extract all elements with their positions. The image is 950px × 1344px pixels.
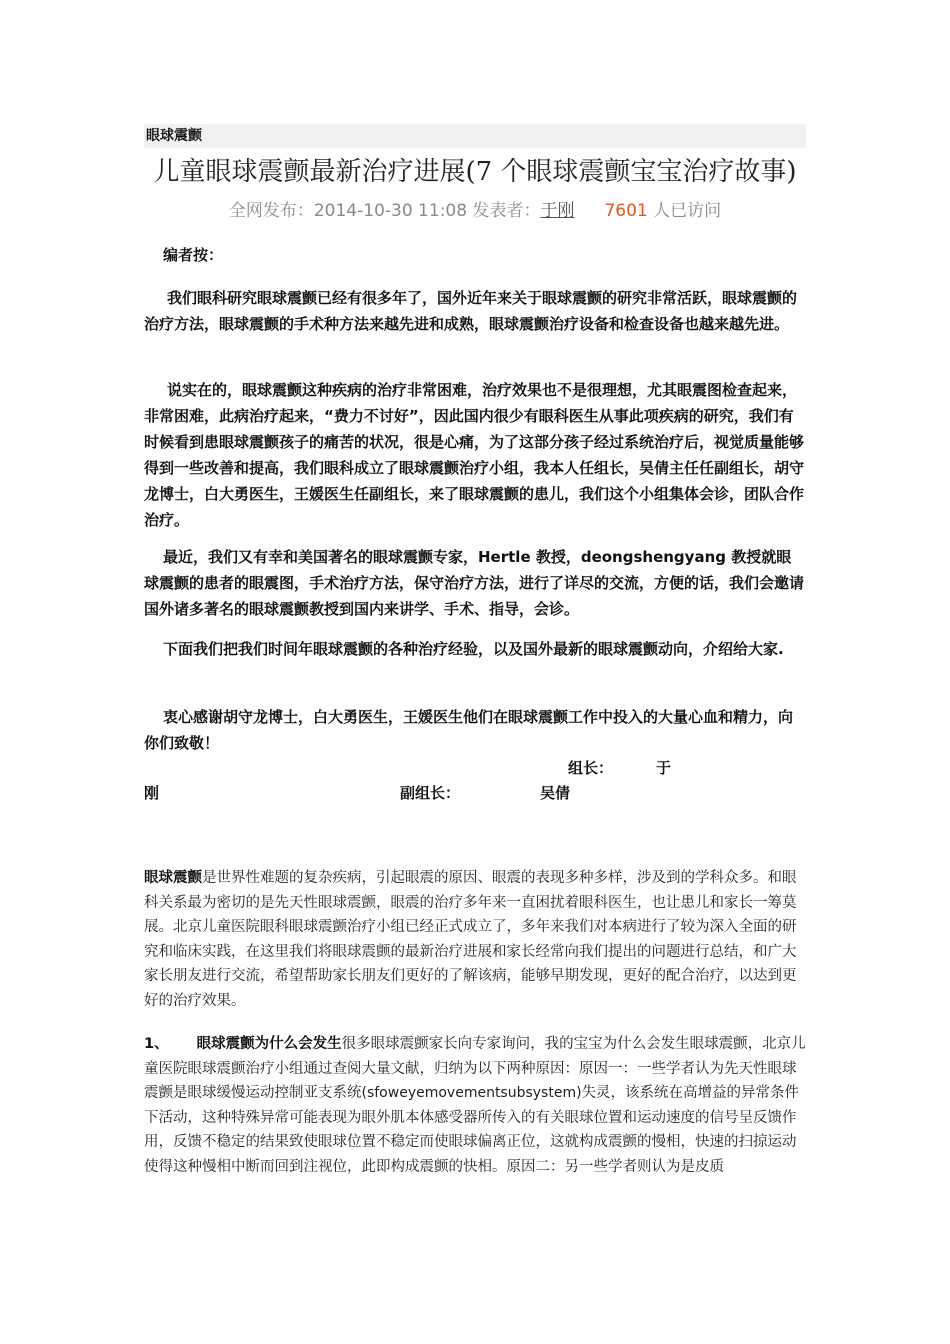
article-meta bbox=[144, 199, 806, 223]
intro-text: 是世界性难题的复杂疾病，引起眼震的原因、眼震的表现多种多样，涉及到的学科众多。和眼科关系最为密切的是先天性眼球震颤，眼震的治疗多年来一直困扰着眼科医生，也让患儿和家长一筹莫展。北京儿童医院眼科眼球震颤治疗小组已经正式成立了，多年来我们对本病进行了较为深入全面的研究和临床实践，在这里我们将眼球震颤的最新治疗进展和家长经常向我们提出的问题进行总结，和广大家长朋友进行交流，希望帮助家长朋友们更好的了解该病，能够早期发现，更好的配合治疗，以达到更好的治疗效果。 bbox=[144, 870, 797, 1009]
editor-note-heading: 编者按： bbox=[163, 246, 224, 264]
deputy-name: 吴倩 bbox=[540, 784, 571, 802]
editor-note-paragraph: 我们眼科研究眼球震颤已经有很多年了，国外近年来关于眼球震颤的研究非常活跃，眼球震颤的治疗方法，眼球震颤的手术种方法来越先进和成熟，眼球震颤治疗设备和检查设备也越来越先进。 bbox=[144, 289, 798, 333]
category-bar bbox=[144, 124, 806, 148]
section-heading: 眼球震颤为什么会发生 bbox=[196, 1036, 342, 1052]
section-1 bbox=[144, 1032, 806, 1179]
section-text: 很多眼球震颤家长向专家询问，我的宝宝为什么会发生眼球震颤，北京儿童医院眼球震颤治疗小组通过查阅大量文献，归纳为以下两种原因：原因一：一些学者认为先天性眼球震颤是眼球缓慢运动控制亚支系统 bbox=[144, 1036, 806, 1101]
visit-suffix: 人已访问 bbox=[653, 201, 722, 221]
intro-keyword: 眼球震颤 bbox=[144, 870, 202, 886]
deputy-label: 副组长： bbox=[400, 784, 461, 802]
section-latin-term: (sfoweyemovementsubsystem) bbox=[361, 1085, 582, 1101]
leader-name-part1: 于 bbox=[656, 759, 672, 777]
article-title: 儿童眼球震颤最新治疗进展(7 个眼球震颤宝宝治疗故事) bbox=[153, 157, 797, 187]
section-text-continued: 失灵，该系统在高增益的异常条件下活动，这种特殊异常可能表现为眼外肌本体感受器所传入的有关眼球位置和运动速度的信号呈反馈作用，反馈不稳定的结果致使眼球位置不稳定而使眼球偏离正位，这就构成震颤的慢相，快速的扫掠运动使得这种慢相中断而回到注视位，此即构成震颤的快相。原因二：另一些学者则认为是皮质 bbox=[144, 1085, 800, 1175]
editor-note-heading-block bbox=[144, 242, 806, 268]
section-number: 1、 bbox=[144, 1036, 169, 1052]
editor-note-paragraph: 最近，我们又有幸和美国著名的眼球震颤专家，Hertle 教授，deongshengyang 教授就眼球震颤的患者的眼震图，手术治疗方法，保守治疗方法，进行了详尽的交流，方便的话，我们会邀请国外诸多著名的眼球震颤教授到国内来讲学、手术、指导，会诊。 bbox=[144, 548, 805, 618]
leader-label: 组长： bbox=[568, 759, 614, 777]
leader-name-part2: 刚 bbox=[144, 784, 160, 802]
editor-note-paragraph: 衷心感谢胡守龙博士，白大勇医生，王媛医生他们在眼球震颤工作中投入的大量心血和精力，向你们致敬！ bbox=[144, 708, 794, 752]
intro-paragraph bbox=[144, 866, 806, 1013]
visit-count: 7601 bbox=[604, 201, 648, 221]
editor-note-paragraph: 下面我们把我们时间年眼球震颤的各种治疗经验，以及国外最新的眼球震颤动向，介绍给大家. bbox=[163, 640, 784, 658]
publish-info: 全网发布：2014-10-30 11:08 发表者： bbox=[228, 201, 541, 221]
author-link[interactable]: 于刚 bbox=[540, 201, 575, 221]
category-label[interactable]: 眼球震颤 bbox=[146, 128, 202, 144]
editor-note-paragraph: 说实在的，眼球震颤这种疾病的治疗非常困难，治疗效果也不是很理想，尤其眼震图检查起来，非常困难，此病治疗起来，“费力不讨好”，因此国内很少有眼科医生从事此项疾病的研究，我们有时候看到患眼球震颤孩子的痛苦的状况，很是心痛，为了这部分孩子经过系统治疗后，视觉质量能够得到一些改善和提高，我们眼科成立了眼球震颤治疗小组，我本人任组长，吴倩主任任副组长，胡守龙博士，白大勇医生，王媛医生任副组长，来了眼球震颤的患儿，我们这个小组集体会诊，团队合作治疗。 bbox=[144, 381, 805, 529]
